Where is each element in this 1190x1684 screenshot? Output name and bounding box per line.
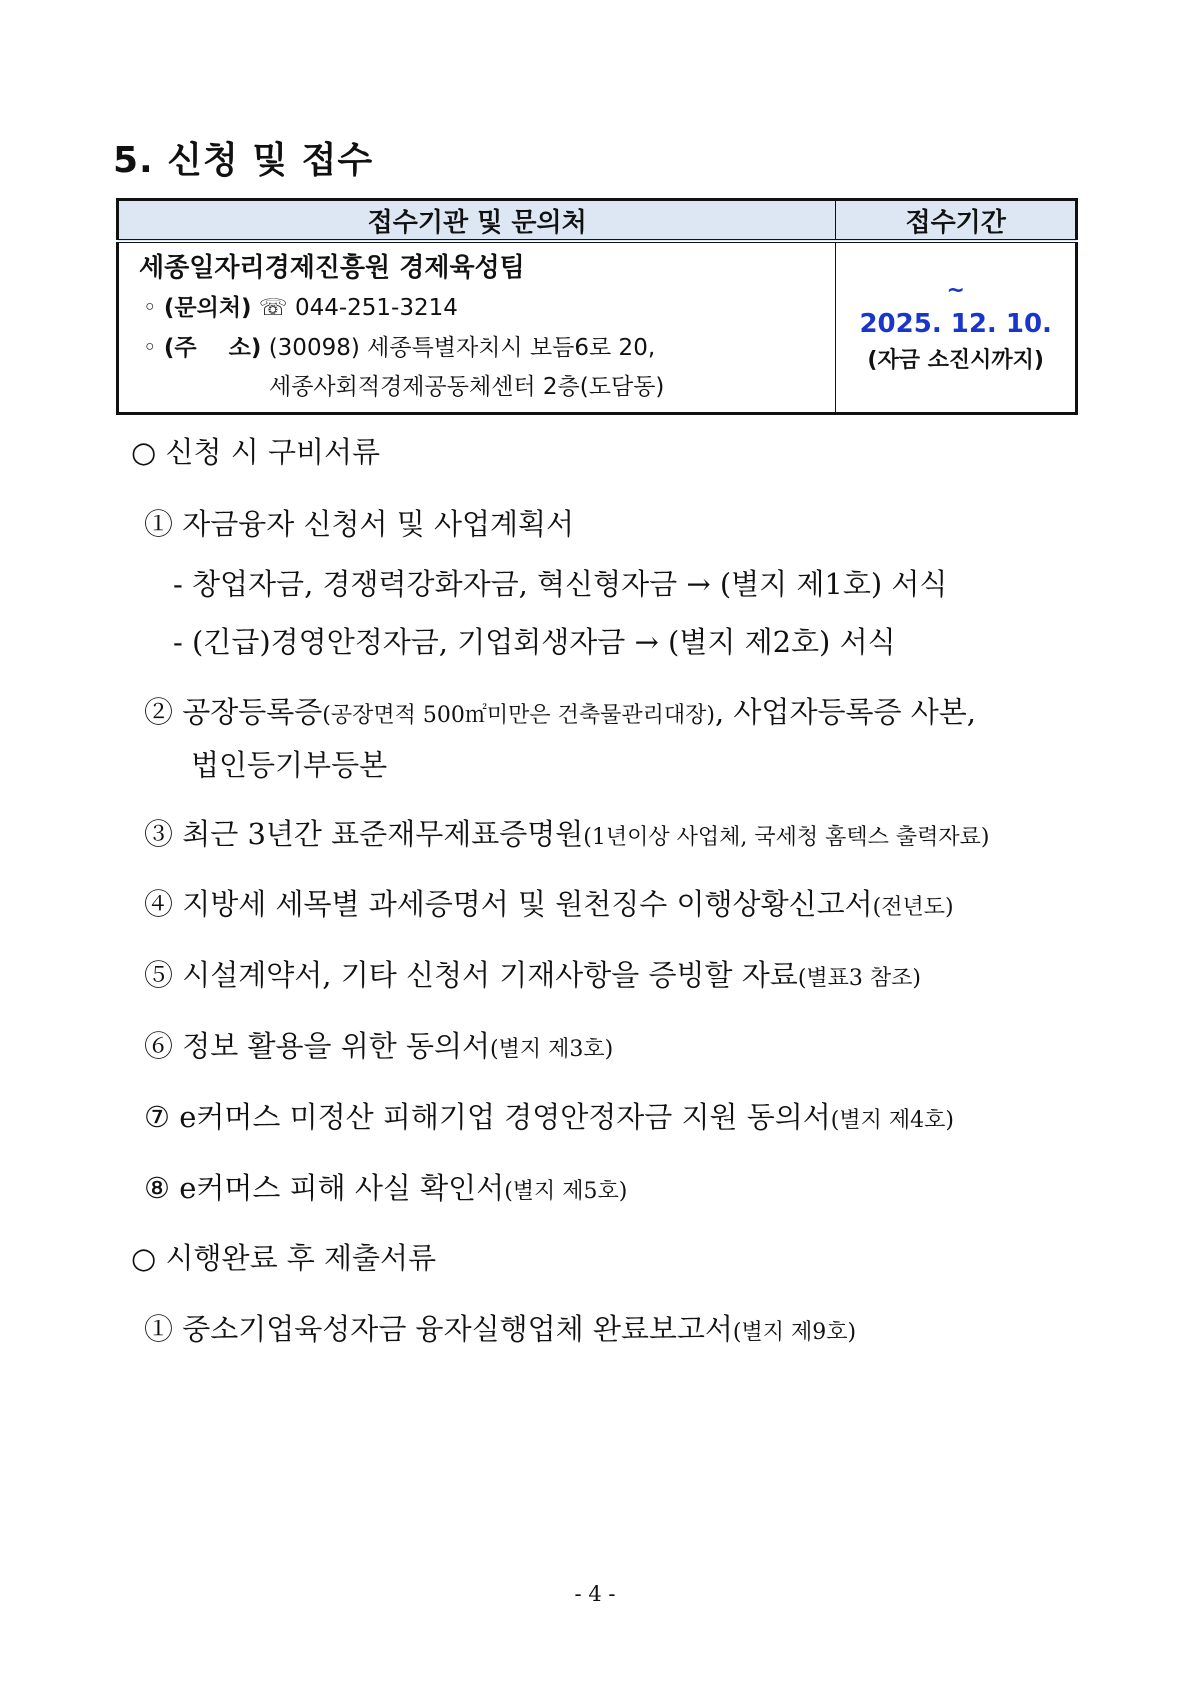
table-header-agency: 접수기관 및 문의처 — [118, 200, 836, 242]
required-item-2-main: ② 공장등록증 — [144, 695, 323, 729]
required-item-8 — [144, 1166, 627, 1207]
required-item-6 — [144, 1024, 613, 1065]
required-item-6-note: (별지 제3호) — [490, 1037, 614, 1062]
contact-line — [143, 288, 835, 328]
address-label: (주 소) — [163, 335, 262, 361]
required-item-2-line-2: 법인등기부등본 — [191, 748, 388, 782]
address-line2: 세종사회적경제공동체센터 2층(도담동) — [269, 374, 665, 400]
post-item-1-note: (별지 제9호) — [732, 1320, 857, 1345]
post-docs-heading: ○ 시행완료 후 제출서류 — [131, 1241, 437, 1275]
required-item-3-main: ③ 최근 3년간 표준재무제표증명원 — [144, 817, 584, 851]
required-item-7-note: (별지 제4호) — [830, 1108, 954, 1133]
required-item-1-sub-1: - 창업자금, 경쟁력강화자금, 혁신형자금 → (별지 제1호) 서식 — [173, 567, 948, 601]
required-item-3 — [144, 812, 989, 853]
contact-phone: ☏ 044-251-3214 — [258, 295, 458, 321]
period-date: 2025. 12. 10. — [859, 308, 1052, 339]
period-note: (자금 소진시까지) — [867, 347, 1044, 373]
required-item-5-main: ⑤ 시설계약서, 기타 신청서 기재사항을 증빙할 자료 — [144, 958, 798, 992]
post-item-1-main: ① 중소기업육성자금 융자실행업체 완료보고서 — [144, 1312, 733, 1346]
page-number: - 4 - — [574, 1582, 616, 1606]
contact-label: (문의처) — [163, 295, 252, 321]
post-item-1 — [144, 1307, 856, 1348]
required-item-5-note: (별표3 참조) — [797, 966, 921, 991]
address-line1: (30098) 세종특별자치시 보듬6로 20, — [268, 335, 656, 361]
period-cell — [836, 241, 1077, 414]
section-title: 5. 신청 및 접수 — [113, 140, 374, 181]
required-item-7-main: ⑦ e커머스 미정산 피해기업 경영안정자금 지원 동의서 — [144, 1100, 831, 1134]
bullet: ◦ — [143, 335, 157, 361]
address-line — [143, 328, 835, 368]
org-name: 세종일자리경제진흥원 경제육성팀 — [139, 253, 525, 283]
agency-cell — [118, 241, 836, 414]
required-item-1: ① 자금융자 신청서 및 사업계획서 — [144, 507, 575, 541]
required-item-1-sub-2: - (긴급)경영안정자금, 기업회생자금 → (별지 제2호) 서식 — [173, 625, 896, 659]
bullet: ◦ — [143, 295, 157, 321]
required-item-6-main: ⑥ 정보 활용을 위한 동의서 — [144, 1029, 491, 1063]
required-item-2-note: (공장면적 500㎡미만은 건축물관리대장) — [322, 703, 715, 728]
table-header-period: 접수기간 — [836, 200, 1077, 242]
period-tilde: ~ — [946, 277, 965, 303]
required-item-2 — [144, 690, 976, 731]
contact-table — [116, 198, 1078, 415]
required-item-5 — [144, 953, 921, 994]
required-item-3-note: (1년이상 사업체, 국세청 홈텍스 출력자료) — [583, 825, 990, 850]
required-item-4-main: ④ 지방세 세목별 과세증명서 및 원천징수 이행상황신고서 — [144, 887, 873, 921]
required-item-2-rest: , 사업자등록증 사본, — [714, 695, 976, 729]
required-item-4 — [144, 882, 954, 923]
required-item-7 — [144, 1095, 954, 1136]
required-item-8-main: ⑧ e커머스 피해 사실 확인서 — [144, 1171, 505, 1205]
required-item-4-note: (전년도) — [872, 895, 954, 920]
required-item-8-note: (별지 제5호) — [504, 1179, 628, 1204]
required-docs-heading: ○ 신청 시 구비서류 — [131, 435, 381, 469]
